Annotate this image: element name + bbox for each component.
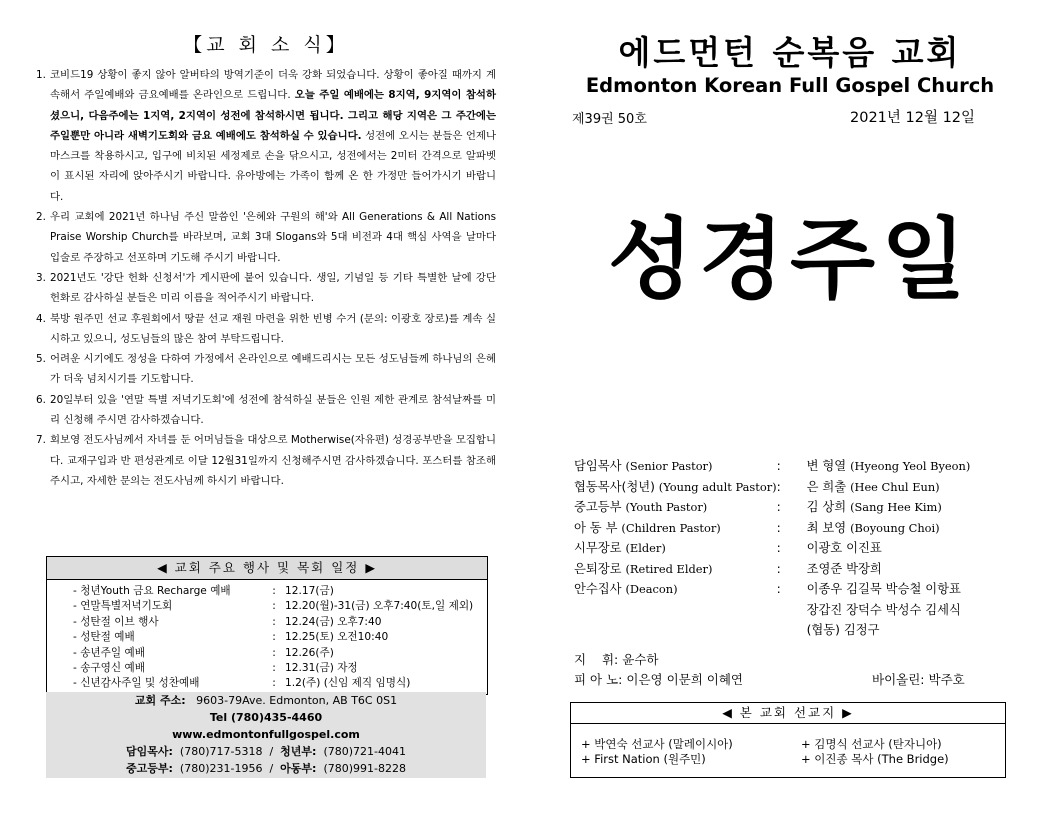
staff-name-kr: (협동) 김정구 (806, 623, 880, 637)
tel: Tel (780)435-4460 (209, 711, 323, 724)
separator: / (269, 745, 274, 758)
staff-role (574, 620, 777, 641)
staff-name-kr: 이종우 김길묵 박승철 이항표 (806, 582, 961, 596)
events-box (46, 556, 488, 695)
news-item-text: 어려운 시기에도 정성을 다하여 가정에서 온라인으로 예배드리시는 모든 성도님들께 하나님의 은혜가 더욱 넘치시기를 기도합니다. (50, 353, 496, 386)
event-colon: : (272, 677, 276, 690)
staff-role (574, 477, 777, 498)
senior-label: 담임목사: (126, 745, 173, 758)
staff-name-kr: 조영준 박장희 (806, 561, 882, 576)
piano-names: 이은영 이문희 이혜연 (626, 672, 743, 687)
staff-role-kr: 중고등부 (574, 500, 622, 514)
bulletin-date: 2021년 12월 12일 (850, 110, 976, 126)
staff-role (574, 518, 777, 539)
event-name: - 송년주일 예배 (73, 646, 145, 659)
news-item-number: 6. (36, 393, 46, 406)
event-row (73, 599, 473, 614)
missions-title: ◀ 본 교회 선교지 ▶ (571, 703, 1005, 724)
staff-role-en: (Deacon) (625, 582, 678, 596)
event-date: 12.17(금) (285, 585, 334, 597)
event-row (73, 615, 473, 630)
staff-colon: : (776, 541, 781, 555)
staff-name-kr: 변 형열 (806, 459, 847, 473)
staff-role-en: (Elder) (625, 541, 666, 555)
address-label: 교회 주소: (134, 694, 186, 707)
staff-name (807, 538, 971, 559)
staff-role-kr: 안수집사 (574, 582, 622, 596)
senior-phone: (780)717-5318 (179, 745, 263, 758)
piano-label: 피 아 노: (574, 672, 623, 687)
staff-colon (777, 620, 807, 641)
church-news-section (36, 30, 496, 491)
event-date: 12.25(토) 오전10:40 (285, 631, 389, 644)
staff-role-en: (Retired Elder) (625, 561, 713, 576)
news-item-text: 2021년도 '강단 헌화 신청서'가 게시판에 붙어 있습니다. 생일, 기념일 등 기타 특별한 날에 강단 헌화로 감사하실 분들은 미리 이름을 적어주시기 바랍니다. (50, 271, 496, 305)
staff-row (574, 518, 970, 539)
event-date: 1.2(주) (신임 제직 임명식) (285, 677, 411, 690)
staff-colon: : (776, 520, 781, 535)
staff-role-en: (Senior Pastor) (625, 459, 713, 473)
middle-phone: (780)231-1956 (179, 762, 263, 775)
staff-row (574, 477, 970, 498)
news-item-text: 북방 원주민 선교 후원회에서 땅끝 선교 재원 마련을 위한 빈병 수거 (문의: 이광호 장로)를 계속 실시하고 있으니, 성도님들의 많은 참여 부탁드립니다. (50, 312, 496, 345)
event-name: - 신년감사주일 및 성찬예배 (73, 677, 200, 690)
event-date: 12.24(금) 오후7:40 (285, 615, 382, 628)
youth-phone: (780)721-4041 (323, 745, 406, 758)
mission-item: + 이진종 목사 (The Bridge) (801, 752, 949, 766)
event-name: - 성탄절 예배 (73, 631, 135, 644)
staff-name-kr: 이광호 이진표 (806, 541, 882, 555)
staff-name (807, 456, 971, 477)
staff-name (807, 518, 971, 539)
staff-role (574, 538, 777, 559)
contact-box (46, 692, 486, 778)
event-name: - 성탄절 이브 행사 (73, 615, 159, 628)
address-row (46, 692, 486, 709)
staff-name (807, 620, 971, 641)
staff-role-en: (Children Pastor) (621, 520, 721, 535)
church-name-korean: 에드먼턴 순복음 교회 (618, 33, 962, 72)
staff-name-kr: 최 보영 (806, 520, 847, 535)
volume-number: 제39권 50호 (572, 112, 647, 127)
staff-row (574, 600, 970, 621)
staff-role (574, 497, 777, 518)
news-item-text: 코비드19 상황이 좋지 않아 알버타의 방역기준이 더욱 강화 되었습니다. 상황이 좋아질 때까지 계속해서 주일예배와 금요예배를 온라인으로 드립니다. (50, 69, 496, 102)
staff-role (574, 600, 777, 621)
staff-role-kr: 시무장로 (574, 541, 622, 555)
event-row (73, 661, 473, 676)
event-date: 12.26(주) (285, 646, 334, 659)
staff-row (574, 497, 970, 518)
event-date: 12.20(월)-31(금) 오후7:40(토,일 제외) (285, 600, 474, 613)
staff-row (574, 620, 970, 641)
separator: / (269, 762, 274, 775)
news-item (36, 268, 496, 309)
mission-item: + 김명식 선교사 (탄자니아) (801, 737, 942, 751)
violin-name: 박주호 (928, 672, 965, 687)
news-item-number: 2. (36, 211, 46, 224)
event-colon: : (272, 646, 276, 659)
event-colon: : (272, 662, 276, 675)
news-item-text: 우리 교회에 2021년 하나님 주신 말씀인 '은혜와 구원의 해'와 All Generations & All Nations Praise Worship Church를 바라보며, 교회 3대 Slogans와 5대 비전과 4대 핵심 사역을 날마다 입술로 주장하고 선포하며 기도해 주시기 바랍니다. (50, 211, 496, 264)
staff-name (807, 559, 971, 580)
event-colon: : (272, 631, 276, 644)
missions-box (570, 702, 1006, 778)
staff-name-kr: 장갑진 장덕수 박성수 김세식 (806, 602, 961, 617)
event-colon: : (272, 585, 276, 597)
staff-role (574, 579, 777, 600)
events-table (73, 584, 473, 692)
staff-name (807, 477, 971, 498)
staff-name-en: (Hyeong Yeol Byeon) (850, 459, 971, 473)
news-item-number: 3. (36, 271, 46, 284)
staff-name-kr: 은 희출 (806, 479, 847, 494)
staff-role-en: (Youth Pastor) (625, 500, 708, 514)
staff-list (574, 456, 970, 641)
staff-role-en: (Young adult Pastor) (658, 479, 777, 494)
staff-row (574, 538, 970, 559)
news-item-number: 1. (36, 69, 46, 81)
event-name: - 송구영신 예배 (73, 662, 145, 675)
event-name: - 청년Youth 금요 Recharge 예배 (73, 585, 231, 597)
staff-name (807, 497, 971, 518)
staff-name-kr: 김 상희 (806, 500, 847, 514)
staff-row (574, 559, 970, 580)
event-colon: : (272, 600, 276, 613)
event-name: - 연말특별저녁기도회 (73, 600, 173, 613)
conductor-row (574, 650, 1004, 670)
news-item (36, 430, 496, 491)
staff-role-kr: 협동목사(청년) (574, 479, 655, 494)
news-title: 【교 회 소 식】 (183, 34, 349, 56)
event-row (73, 646, 473, 661)
news-item-number: 4. (36, 312, 46, 325)
event-row (73, 584, 473, 599)
news-item (36, 207, 496, 268)
children-phone: (780)991-8228 (323, 762, 406, 775)
news-item-number: 5. (36, 353, 46, 366)
staff-colon: : (776, 479, 781, 494)
staff-colon: : (776, 582, 781, 596)
event-colon: : (272, 615, 276, 628)
address: 9603-79Ave. Edmonton, AB T6C 0S1 (196, 694, 398, 707)
staff-colon: : (776, 561, 781, 576)
violin-label: 바이올린: (872, 672, 925, 687)
staff-row (574, 456, 970, 477)
news-item (36, 390, 496, 431)
conductor-label: 지 휘: (574, 652, 619, 667)
news-item-text: 20일부터 있을 '연말 특별 저녁기도회'에 성전에 참석하실 분들은 인원 제한 관계로 참석날짜를 미리 신청해 주시면 감사하겠습니다. (50, 393, 496, 427)
news-list (36, 65, 496, 491)
staff-row (574, 579, 970, 600)
staff-colon: : (776, 500, 781, 514)
news-item-number: 7. (36, 434, 46, 447)
sunday-title: 성경주일 (607, 208, 973, 311)
middle-label: 중고등부: (126, 762, 173, 775)
event-row (73, 676, 473, 691)
staff-name (807, 600, 971, 621)
mission-item: + First Nation (원주민) (581, 752, 706, 766)
event-date: 12.31(금) 자정 (285, 662, 358, 675)
staff-role-kr: 담임목사 (574, 459, 622, 473)
mission-item: + 박연숙 선교사 (말레이시아) (581, 737, 733, 751)
news-item-text: 성전에 오시는 분들은 언제나 마스크를 착용하시고, 입구에 비치된 세정제로 손을 닦으시고, 성전에서는 2미터 간격으로 알파벳이 표시된 자리에 앉아주시기 바랍니다. 유아방에는 가족이 함께 온 한 가정만 들어가시기 바랍니다. (50, 129, 497, 203)
phone-row-2 (46, 760, 486, 777)
news-item (36, 309, 496, 350)
church-name-english: Edmonton Korean Full Gospel Church (585, 74, 995, 97)
staff-name (807, 579, 971, 600)
staff-role (574, 456, 777, 477)
staff-name-en: (Sang Hee Kim) (850, 500, 942, 514)
youth-label: 청년부: (280, 745, 317, 758)
staff-name-en: (Boyoung Choi) (850, 520, 940, 535)
event-row (73, 630, 473, 645)
staff-name-en: (Hee Chul Eun) (850, 479, 940, 494)
music-staff (574, 650, 1004, 690)
conductor-name: 윤수하 (622, 652, 659, 667)
news-item-text: 오늘 주일 예배에는 8지역, 9지역이 참석하셨으니, 다음주에는 1지역, 2지역이 성전에 참석하시면 됩니다. 그리고 해당 지역은 그 주간에는 주일뿐만 아니라 새벽기도회와 금요 예배에도 참석하실 수 있습니다. (50, 89, 497, 142)
website: www.edmontonfullgospel.com (172, 728, 360, 741)
news-item (36, 349, 496, 390)
children-label: 아동부: (280, 762, 317, 775)
staff-role-kr: 은퇴장로 (574, 561, 622, 576)
phone-row-1 (46, 743, 486, 760)
staff-colon: : (776, 459, 781, 473)
staff-role-kr: 아 동 부 (574, 520, 618, 535)
staff-role (574, 559, 777, 580)
news-item-text: 회보영 전도사님께서 자녀를 둔 어머님들을 대상으로 Motherwise(자유편) 성경공부반을 모집합니다. 교재구입과 반 편성관계로 이달 12월31일까지 신청해주시면 감사하겠습니다. 포스터를 참조해 주시고, 자세한 문의는 전도사님께 하시기 바랍니다. (50, 434, 496, 487)
events-title: ◀ 교회 주요 행사 및 목회 일정 ▶ (47, 557, 487, 580)
staff-colon (777, 600, 807, 621)
news-item (36, 65, 496, 207)
violin-row (872, 670, 965, 690)
